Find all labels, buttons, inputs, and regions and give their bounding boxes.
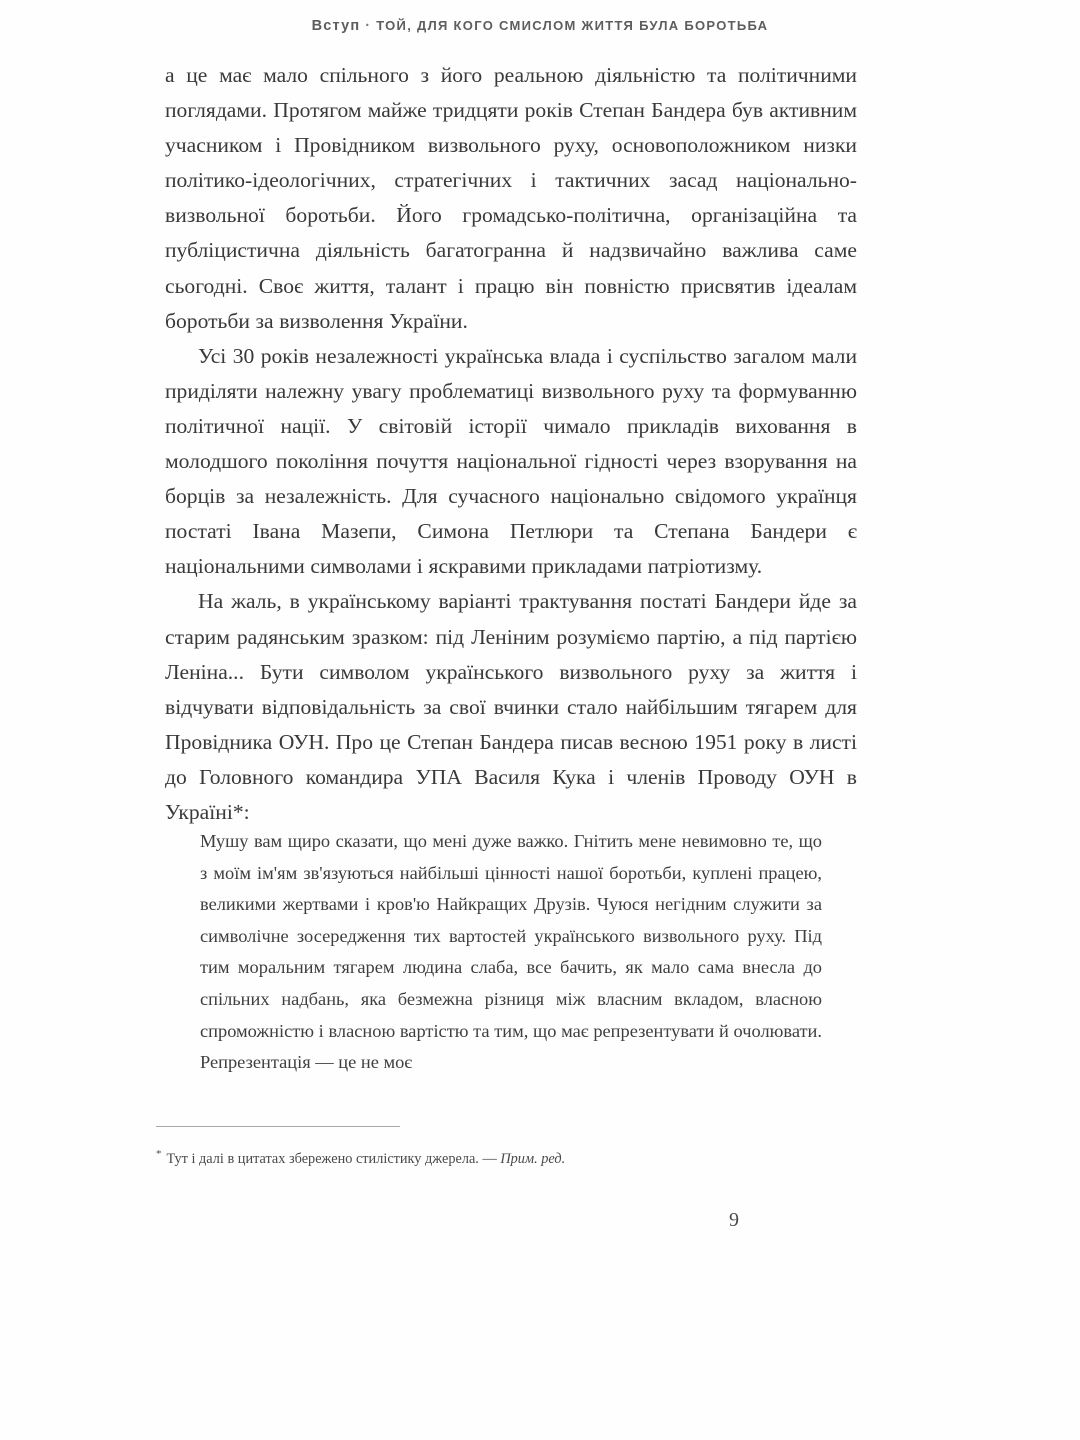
body-paragraph-3: На жаль, в українському варіанті трактування постаті Бандери йде за старим радянським зразком: під Леніним розуміємо партію, а під партією Леніна... Бути символом українського визвольного руху за життя і відчувати відповідальність за свої вчинки стало найбільшим тягарем для Провідника ОУН. Про це Степан Бандера писав весною 1951 року в листі до Головного командира УПА Василя Кука і членів Проводу ОУН в Україні*: bbox=[165, 589, 857, 824]
footnote-attribution: Прим. ред. bbox=[500, 1150, 566, 1167]
page-number: 9 bbox=[729, 1209, 739, 1231]
header-separator: · bbox=[365, 18, 372, 34]
footnote-text: Тут і далі в цитатах збережено стилістику джерела. — bbox=[166, 1150, 501, 1167]
footnote bbox=[156, 1144, 856, 1169]
body-paragraph-1: а це має мало спільного з його реальною діяльністю та політичними поглядами. Протягом майже тридцяти років Степан Бандера був активним учасником і Провідником визвольного руху, основоположником низки політико-ідеологічних, стратегічних і тактичних засад національно-визвольної боротьби. Його громадсько-політична, організаційна та публіцистична діяльність багатогранна й надзвичайно важлива саме сьогодні. Своє життя, талант і працю він повністю присвятив ідеалам боротьби за визволення України. bbox=[165, 63, 857, 333]
page-folio bbox=[0, 1209, 1080, 1232]
body-text-column bbox=[165, 58, 857, 830]
header-title-label: ТОЙ, ДЛЯ КОГО СМИСЛОМ ЖИТТЯ БУЛА БОРОТЬБА bbox=[376, 18, 769, 33]
header-chapter-label: Вступ bbox=[311, 18, 361, 34]
footnote-marker: * bbox=[156, 1148, 162, 1160]
footnote-separator-rule bbox=[156, 1126, 400, 1127]
blockquote-text: Мушу вам щиро сказати, що мені дуже важко. Гнітить мене невимовно те, що з моїм ім'ям зв'язуються найбільші цінності нашої боротьби, куплені працею, великими жертвами і кров'ю Найкращих Друзів. Чуюся негідним служити за символічне зосередження тих вартостей українського визвольного руху. Під тим моральним тягарем людина слаба, все бачить, як мало сама внесла до спільних надбань, яка безмежна різниця між власним вкладом, власною спроможністю і власною вартістю та тим, що має репрезентувати й очолювати. Репрезентація — це не моє bbox=[200, 831, 822, 1073]
running-header bbox=[0, 18, 1080, 34]
blockquote bbox=[200, 826, 822, 1079]
body-paragraph-2: Усі 30 років незалежності українська влада і суспільство загалом мали приділяти належну увагу проблематиці визвольного руху та формуванню політичної нації. У світовій історії чимало прикладів виховання в молодшого покоління почуття національної гідності через взорування на борців за незалежність. Для сучасного національно свідомого українця постаті Івана Мазепи, Симона Петлюри та Степана Бандери є національними символами і яскравими прикладами патріотизму. bbox=[165, 343, 857, 579]
